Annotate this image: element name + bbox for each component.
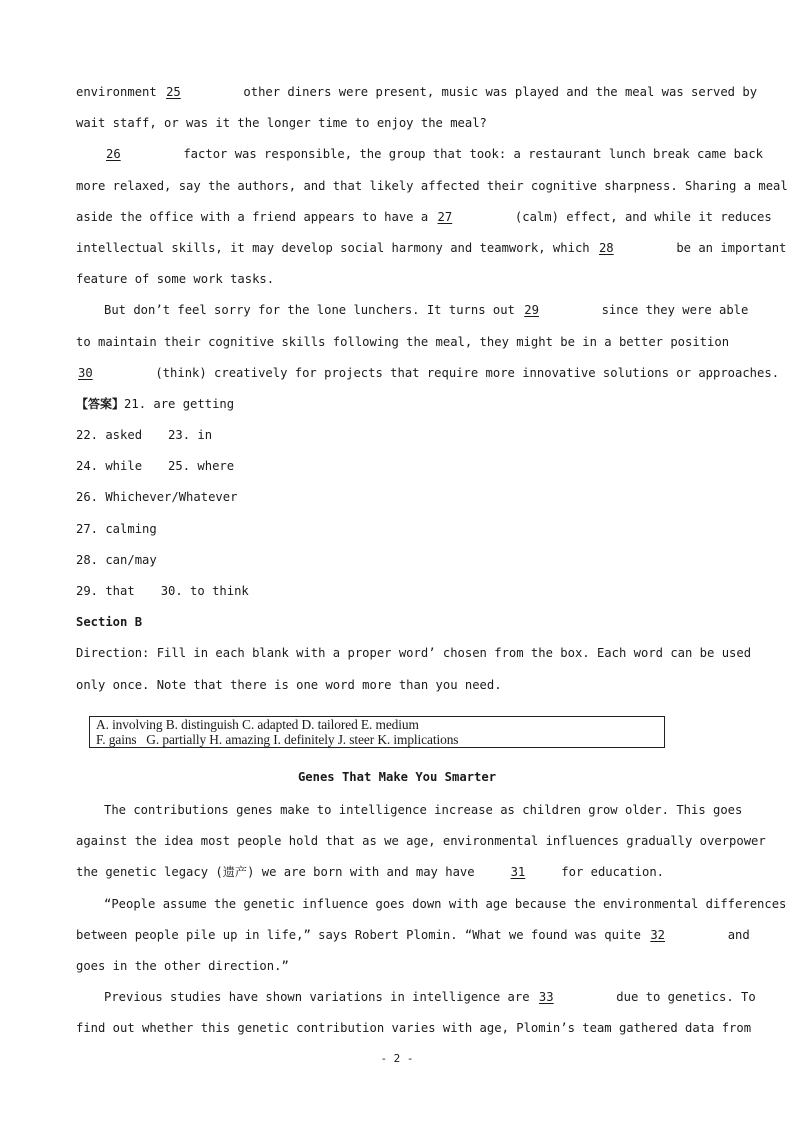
page-number: - 2 -: [380, 1052, 414, 1065]
text-line: Previous studies have shown variations in intelligence are 33 due to genetics. To: [76, 982, 722, 1013]
text-line: wait staff, or was it the longer time to enjoy the meal?: [76, 116, 487, 131]
answer-27: 27. calming: [76, 521, 157, 536]
text-line: more relaxed, say the authors, and that likely affected their cognitive sharpness. Sharing a meal: [76, 178, 788, 193]
answer-30: 30. to think: [160, 584, 249, 598]
text-line: “People assume the genetic influence goes down with age because the environmental differences: [104, 896, 787, 911]
answer-29: 29. that: [76, 584, 135, 598]
text-line: environment 25 other diners were present, music was played and the meal was served by: [76, 77, 722, 108]
answer-23: 23. in: [168, 428, 213, 443]
direction-line: only once. Note that there is one word more than you need.: [76, 677, 502, 692]
blank-33: 33: [538, 990, 554, 1005]
passage-1: [76, 77, 788, 701]
answer-label: 【答案】: [76, 396, 125, 411]
blank-29: 29: [524, 303, 539, 318]
text-line: 26 factor was responsible, the group that took: a restaurant lunch break came back: [76, 139, 722, 170]
answer-25: 25. where: [168, 459, 235, 474]
passage-title: Genes That Make You Smarter: [297, 770, 497, 784]
word-box: [89, 716, 665, 748]
text-line: the genetic legacy (遗产) we are born with and may have 31 for education.: [76, 857, 722, 888]
text-line: against the idea most people hold that as we age, environmental influences gradually overpower: [76, 834, 766, 849]
passage-2: [76, 795, 787, 1045]
text-line: find out whether this genetic contribution varies with age, Plomin’s team gathered data from: [76, 1021, 752, 1036]
section-heading: Section B: [76, 615, 143, 630]
blank-27: 27: [437, 209, 453, 224]
blank-28: 28: [598, 240, 614, 255]
blank-32: 32: [650, 927, 666, 942]
text-line: 30 (think) creatively for projects that require more innovative solutions or approaches.: [76, 358, 722, 389]
word-box-line: F. gains G. partially H. amazing I. definitely J. steer K. implications: [96, 732, 459, 747]
blank-30: 30: [78, 365, 93, 380]
answer-key: [76, 389, 722, 607]
text-line: goes in the other direction.”: [76, 958, 289, 973]
text-line: to maintain their cognitive skills following the meal, they might be in a better position: [76, 334, 730, 349]
text-line: intellectual skills, it may develop social harmony and teamwork, which 28 be an important: [76, 233, 722, 264]
text-line: between people pile up in life,” says Robert Plomin. “What we found was quite 32 and: [76, 920, 722, 951]
answer-26: 26. Whichever/Whatever: [76, 490, 238, 505]
text-line: feature of some work tasks.: [76, 272, 275, 287]
text-line: But don’t feel sorry for the lone lunchers. It turns out 29 since they were able: [76, 295, 722, 326]
direction-line: Direction: Fill in each blank with a proper word’ chosen from the box. Each word can be used: [76, 646, 752, 661]
answer-28: 28. can/may: [76, 552, 157, 567]
blank-26: 26: [106, 147, 121, 162]
text-line: The contributions genes make to intelligence increase as children grow older. This goes: [104, 803, 743, 817]
word-box-line: A. involving B. distinguish C. adapted D. tailored E. medium: [96, 717, 419, 732]
answer-24: 24. while: [76, 459, 143, 474]
answer-22: 22. asked: [76, 428, 143, 443]
text-line: aside the office with a friend appears to have a 27 (calm) effect, and while it reduces: [76, 202, 722, 233]
answer-21: 21. are getting: [124, 396, 235, 411]
blank-31: 31: [510, 865, 526, 880]
blank-25: 25: [166, 85, 181, 99]
